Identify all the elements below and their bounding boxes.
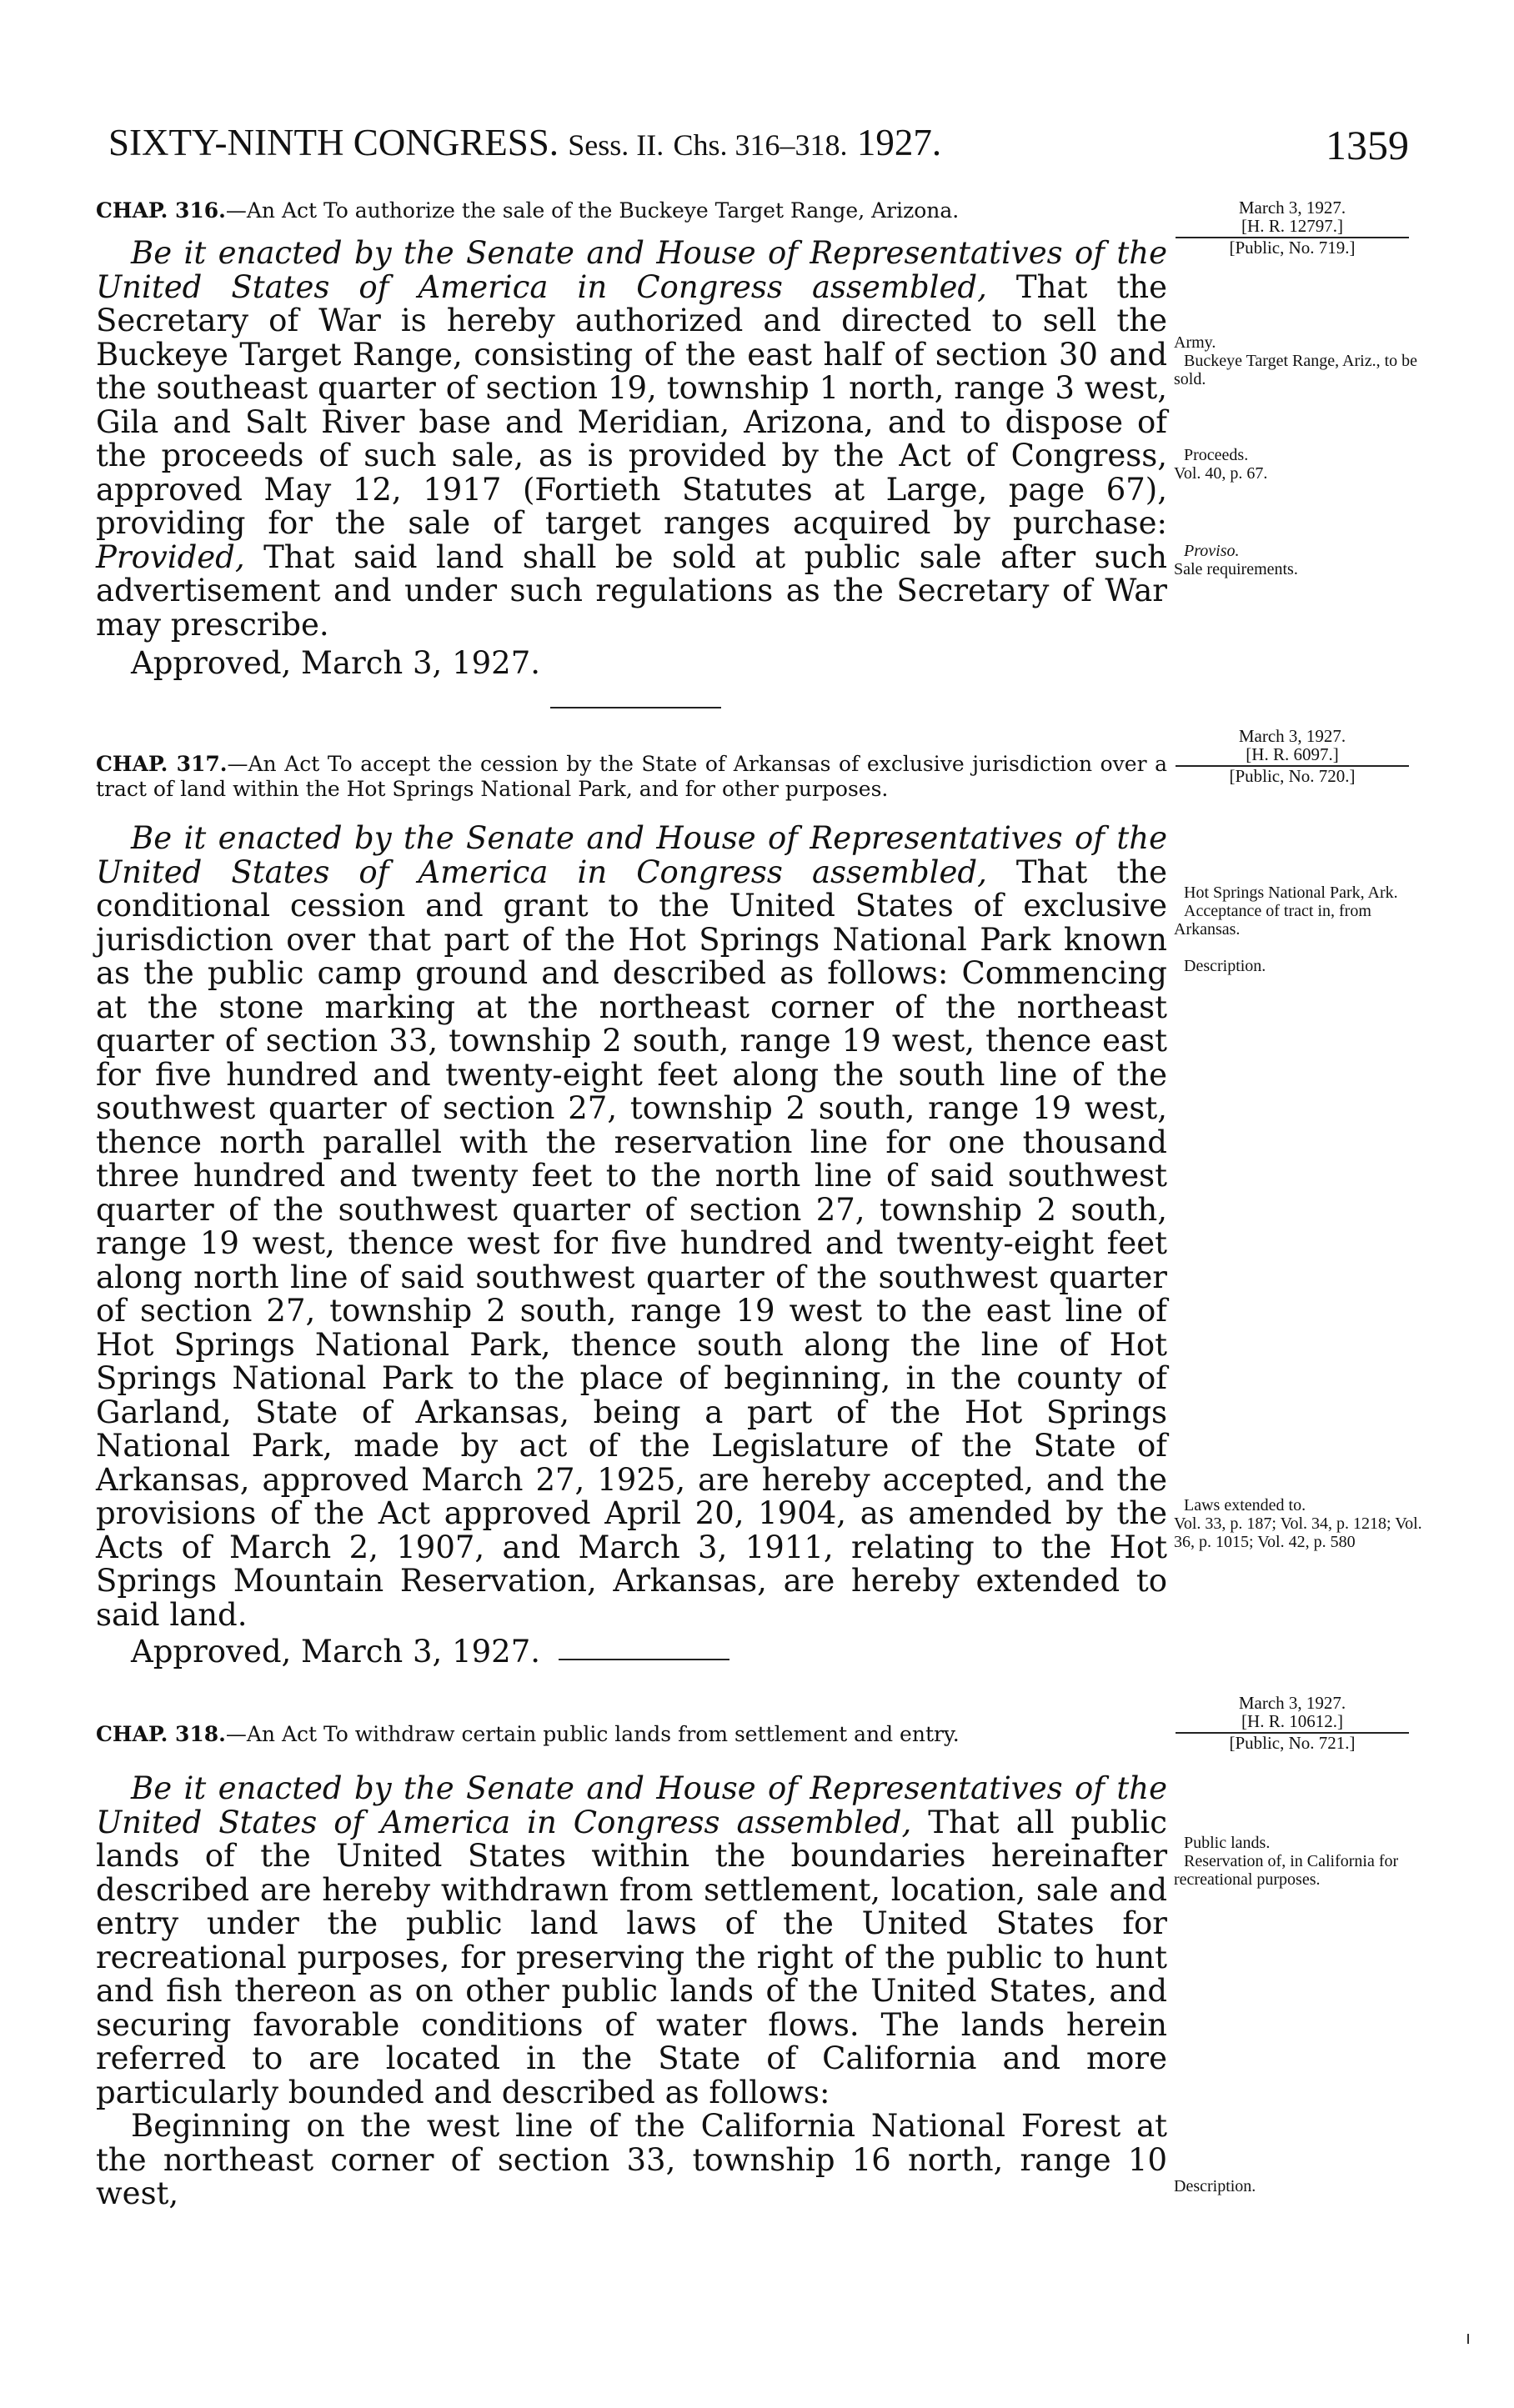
scan-mark [1467,2334,1469,2344]
chapter-number: CHAP. 317. [96,752,228,776]
body-text: That the Secretary of War is hereby authorized and directed to sell the Buckeye Target Range, consisting of the east half of section 30 and the southeast quarter of section 19, township 1 north, range 3 west, Gila and Salt River base and Meridian, Arizona, and to dispose of the proceeds of such sale, as is provided by the Act of Congress, approved May 12, 1917 (Fortieth Statutes at Large, page 67), providing for the sale of target ranges acquired by purchase: [96,268,1167,541]
running-head [108,121,941,164]
act-reference [1184,1694,1401,1752]
approval-line: Approved, March 3, 1927. [131,645,540,681]
sidenote [1174,1834,1424,1889]
sidenote [1174,333,1424,388]
enacting-clause: Be it enacted by the Senate and House of Representatives of the United States of America in Congress assembled, [96,235,1167,305]
sidenote-text: Vol. 40, p. 67. [1174,464,1268,483]
sidenote-text: Reservation of, in California for recreational purposes. [1174,1852,1399,1889]
sidenote-lead: Laws extended to. [1184,1496,1306,1514]
sidenote-lead: Proceeds. [1184,446,1249,464]
public-law-number: [Public, No. 719.] [1229,238,1356,258]
sidenote-text: Sale requirements. [1174,560,1298,578]
public-law-number: [Public, No. 720.] [1229,766,1356,786]
act-date: March 3, 1927. [1238,198,1346,218]
chapter-number: CHAP. 316. [96,198,226,223]
chapter-318-marginal-ref [1184,1694,1401,1752]
chapter-title [96,198,1167,223]
sidenote-lead: Hot Springs National Park, Ark. [1184,884,1398,902]
congress-title: SIXTY-NINTH CONGRESS. [108,122,559,163]
sidenote [1174,542,1424,578]
section-divider [559,1659,729,1660]
sidenote-text: Buckeye Target Range, Ariz., to be sold. [1174,352,1417,388]
chapter-title-text: —An Act To withdraw certain public lands from settlement and entry. [225,1722,960,1746]
section-divider [550,707,721,708]
sidenote-lead: Description. [1184,957,1266,975]
chapter-title [96,752,1167,802]
running-header [108,121,1409,179]
act-date: March 3, 1927. [1238,1693,1346,1713]
sidenote [1174,446,1424,483]
chapter-title [96,1722,1167,1747]
act-reference [1184,727,1401,785]
chapters-label: Chs. 316–318. [673,128,848,162]
sidenote [1174,957,1424,975]
body-text: That the conditional cession and grant to the United States of exclusive jurisdiction over that part of the Hot Springs National Park known as the public camp ground and described as follows: Commencing at the stone marking at the northeast corner of the northeast quarter of section 33, township 2 south, range 19 west, thence east for five hundred and twenty-eight feet along the south line of the southwest quarter of section 27, township 2 south, range 19 west, thence north parallel with the reservation line for one thousand three hundred and twenty feet to the north line of said southwest quarter of the southwest quarter of section 27, township 2 south, range 19 west, thence west for five hundred and twenty-eight feet along north line of said southwest quarter of the southwest quarter of section 27, township 2 south, range 19 west to the east line of Hot Springs National Park, thence south along the line of Hot Springs National Park to the place of beginning, in the county of Garland, State of Arkansas, being a part of the Hot Springs National Park, made by act of the Legislature of the State of Arkansas, approved March 27, 1925, are hereby accepted, and the provisions of the Act approved April 20, 1904, as amended by the Acts of March 2, 1907, and March 3, 1911, relating to the Hot Springs Mountain Reservation, Arkansas, are hereby extended to said land. [96,854,1167,1633]
chapter-317 [96,752,1167,1669]
sidenote [1174,884,1424,939]
enacting-clause: Be it enacted by the Senate and House of Representatives of the United States of America in Congress assembled, [96,1770,1167,1840]
bill-number: [H. R. 10612.] [1241,1711,1343,1731]
sidenote [1174,1496,1424,1551]
chapter-body [96,1772,1167,2211]
chapter-number: CHAP. 318. [96,1722,226,1746]
chapter-317-marginal-ref [1184,727,1401,785]
sidenote [1174,2177,1424,2195]
header-year: 1927. [856,122,942,163]
proviso-word: Provided, [96,538,245,575]
sidenote-lead: Description. [1174,2177,1256,2195]
bill-number: [H. R. 12797.] [1241,216,1343,236]
sidenote-lead: Public lands. [1184,1834,1271,1852]
public-law-number: [Public, No. 721.] [1229,1733,1356,1753]
sidenote-lead: Army. [1174,333,1216,352]
enacting-clause: Be it enacted by the Senate and House of Representatives of the United States of America in Congress assembled, [96,820,1167,890]
chapter-316-marginal-ref [1184,198,1401,257]
sidenote-text: Vol. 33, p. 187; Vol. 34, p. 1218; Vol. 36, p. 1015; Vol. 42, p. 580 [1174,1514,1422,1551]
sidenote-text: Acceptance of tract in, from Arkansas. [1174,902,1371,939]
body-text-continued: That said land shall be sold at public sale after such advertisement and under such regulations as the Secretary of War may prescribe. [96,538,1167,643]
chapter-title-text: —An Act To accept the cession by the State of Arkansas of exclusive jurisdiction over a tract of land within the Hot Springs National Park, and for other purposes. [96,752,1168,801]
sidenote-lead: Proviso. [1184,542,1240,560]
page-number: 1359 [1326,122,1409,168]
act-date: March 3, 1927. [1238,726,1346,746]
body-text: That all public lands of the United States within the boundaries hereinafter described are hereby withdrawn from settlement, location, sale and entry under the public land laws of the United States for recreational purposes, for preserving the right of the public to hunt and fish thereon as on other public lands of the United States, and securing favorable conditions of water flows. The lands herein referred to are located in the State of California and more particularly bounded and described as follows: [96,1804,1167,2110]
description-paragraph: Beginning on the west line of the California National Forest at the northeast corner of section 33, township 16 north, range 10 west, [96,2108,1167,2211]
bill-number: [H. R. 6097.] [1246,744,1339,764]
chapter-title-text: —An Act To authorize the sale of the Buckeye Target Range, Arizona. [225,198,960,223]
chapter-316 [96,198,1167,680]
chapter-318 [96,1722,1167,2211]
act-reference [1184,198,1401,257]
chapter-body [96,822,1167,1632]
chapter-body [96,237,1167,642]
approval-line: Approved, March 3, 1927. [131,1634,540,1670]
session-label: Sess. II. [568,128,664,162]
